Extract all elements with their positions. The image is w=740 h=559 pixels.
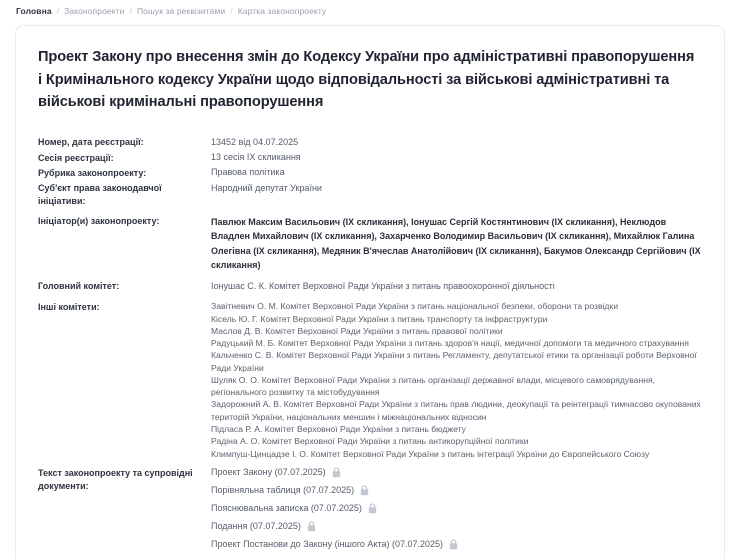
lock-icon <box>332 467 341 478</box>
field-row-documents <box>38 467 702 557</box>
field-value-session: 13 сесія IX скликання <box>211 152 301 163</box>
field-value-other-committees <box>211 300 702 460</box>
field-row-other-committees <box>38 300 702 460</box>
field-label-session: Сесія реєстрації: <box>38 152 114 163</box>
document-link-explanatory-note[interactable]: Пояснювальна записка (07.07.2025) <box>211 502 362 513</box>
list-item[interactable] <box>211 521 702 532</box>
field-row-session <box>38 151 702 164</box>
field-label-other-committees: Інші комітети: <box>38 301 100 312</box>
list-item[interactable] <box>211 467 702 478</box>
field-row-number <box>38 136 702 149</box>
breadcrumb-item-bill-card[interactable]: Картка законопроекту <box>237 6 327 16</box>
breadcrumb-separator: / <box>129 6 132 16</box>
breadcrumb-separator: / <box>56 6 60 16</box>
field-label-initiators: Ініціатор(и) законопроекту: <box>38 216 160 227</box>
page-title: Проект Закону про внесення змін до Кодексу України про адміністративні правопорушення і Кримінального кодексу України щодо відповідальності за військові адміністративні та військові кримінальні правопорушення <box>38 49 695 111</box>
field-value-head-committee: Іонушас С. К. Комітет Верховної Ради України з питань правоохоронної діяльності <box>211 280 555 291</box>
document-link-submission[interactable]: Подання (07.07.2025) <box>211 520 301 531</box>
documents-list <box>211 467 702 557</box>
field-label-subject: Суб'єкт права законодавчої ініціативи: <box>38 183 162 206</box>
field-row-head-committee <box>38 280 702 293</box>
list-item[interactable] <box>211 485 702 496</box>
committee-item: Радіна А. О. Комітет Верховної Ради України з питань антикорупційної політики <box>211 436 529 447</box>
field-label-documents: Текст законопроекту та супровідні документи: <box>38 468 193 492</box>
committee-item: Радуцький М. Б. Комітет Верховної Ради України з питань здоров'я нації, медичної допомоги та медичного страхування <box>211 338 689 349</box>
document-link-comparative-table[interactable]: Порівняльна таблиця (07.07.2025) <box>211 484 355 495</box>
bill-details <box>38 136 702 557</box>
lock-icon <box>449 539 458 550</box>
document-link-draft-resolution[interactable]: Проект Постанови до Закону (іншого Акта) (07.07.2025) <box>211 538 444 549</box>
field-label-number: Номер, дата реєстрації: <box>38 137 144 148</box>
lock-icon <box>307 521 316 532</box>
field-row-subject <box>38 182 702 208</box>
field-label-rubric: Рубрика законопроекту: <box>38 167 147 178</box>
list-item[interactable] <box>211 539 702 550</box>
committee-item: Кальченко С. В. Комітет Верховної Ради України з питань Регламенту, депутатської етики та організації роботи Верховної Ради України <box>211 350 697 373</box>
field-label-head-committee: Головний комітет: <box>38 281 120 292</box>
bill-card <box>15 25 725 559</box>
breadcrumb <box>0 0 740 22</box>
field-value-initiators: Павлюк Максим Васильович (IX скликання), Іонушас Сергій Костянтинович (IX скликання), Неклюдов Владлен Михайлович (IX скликання), Захарченко Володимир Васильович (IX скликання), Михайлюк Галина Олегівна (IX скликання), Медяник В'ячеслав Анатолійович (IX скликання), Бакумов Олександр Сергійович (IX скликання) <box>211 216 701 271</box>
committee-item: Шуляк О. О. Комітет Верховної Ради України з питань організації державної влади, місцевого самоврядування, регіонального розвитку та містобудування <box>211 374 655 398</box>
field-row-initiators <box>38 215 702 273</box>
committee-item: Підласа Р. А. Комітет Верховної Ради України з питань бюджету <box>211 424 466 435</box>
breadcrumb-item-home[interactable]: Головна <box>16 6 52 16</box>
committee-item: Маслов Д. В. Комітет Верховної Ради України з питань правової політики <box>211 325 503 336</box>
committee-item: Кісель Ю. Г. Комітет Верховної Ради України з питань транспорту та інфраструктури <box>211 313 548 324</box>
field-value-subject: Народний депутат України <box>211 182 322 193</box>
list-item[interactable] <box>211 503 702 514</box>
document-link-draft-law[interactable]: Проект Закону (07.07.2025) <box>211 466 326 477</box>
lock-icon <box>368 503 377 514</box>
lock-icon <box>360 485 369 496</box>
breadcrumb-item-bills[interactable]: Законопроекти <box>64 6 125 16</box>
committee-item: Задорожний А. В. Комітет Верховної Ради України з питань прав людини, деокупації та реінтеграції тимчасово окупованих територій України, національних меншин і міжнаціональних відносин <box>211 399 701 422</box>
committee-item: Климпуш-Цинцадзе І. О. Комітет Верховної Ради України з питань інтеграції України до Європейського Союзу <box>211 448 650 459</box>
committee-item: Завітневич О. М. Комітет Верховної Ради України з питань національної безпеки, оборони та розвідки <box>211 301 618 312</box>
breadcrumb-separator: / <box>230 6 233 16</box>
field-row-rubric <box>38 166 702 179</box>
field-value-number: 13452 від 04.07.2025 <box>211 136 299 147</box>
field-value-rubric: Правова політика <box>211 167 285 178</box>
breadcrumb-item-search[interactable]: Пошук за реквізитами <box>136 6 226 16</box>
